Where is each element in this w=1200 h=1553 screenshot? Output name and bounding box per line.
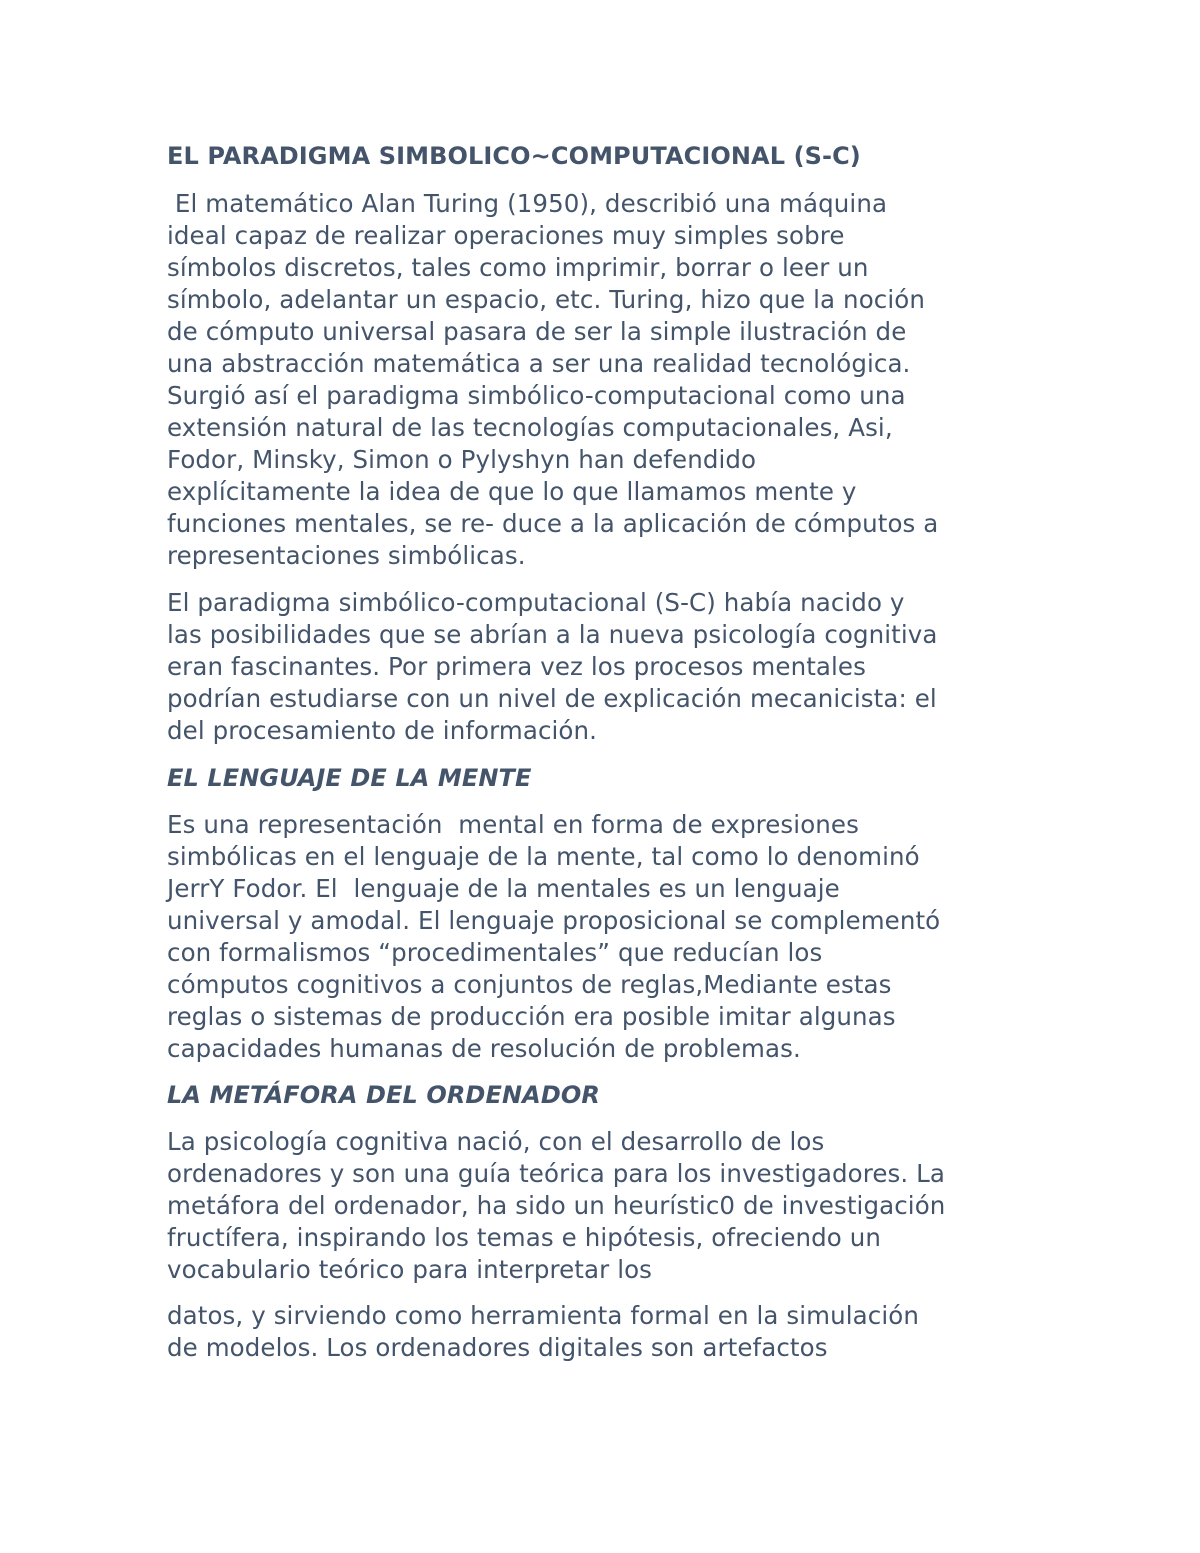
paragraph-line: podrían estudiarse con un nivel de explicación mecanicista: el	[167, 684, 937, 713]
paragraph-line: Es una representación mental en forma de expresiones	[167, 810, 859, 839]
paragraph-line: ideal capaz de realizar operaciones muy simples sobre	[167, 221, 845, 250]
paragraph-line: una abstracción matemática a ser una realidad tecnológica.	[167, 349, 911, 378]
paragraph-line: de modelos. Los ordenadores digitales son artefactos	[167, 1333, 828, 1362]
paragraph-line: Surgió así el paradigma simbólico-computacional como una	[167, 381, 906, 410]
page-title: EL PARADIGMA SIMBOLICO~COMPUTACIONAL (S-C)	[167, 142, 861, 170]
paragraph-line: extensión natural de las tecnologías computacionales, Asi,	[167, 413, 893, 442]
paragraph-line: capacidades humanas de resolución de problemas.	[167, 1034, 801, 1063]
paragraph-line: El matemático Alan Turing (1950), describió una máquina	[167, 189, 888, 218]
paragraph-line: datos, y sirviendo como herramienta formal en la simulación	[167, 1301, 919, 1330]
paragraph-line: universal y amodal. El lenguaje proposicional se complementó	[167, 906, 941, 935]
paragraph-line: fructífera, inspirando los temas e hipótesis, ofreciendo un	[167, 1223, 882, 1252]
paragraph-line: representaciones simbólicas.	[167, 541, 526, 570]
paragraph-line: símbolo, adelantar un espacio, etc. Turing, hizo que la noción	[167, 285, 925, 314]
paragraph-line: del procesamiento de información.	[167, 716, 598, 745]
paragraph-line: La psicología cognitiva nació, con el desarrollo de los	[167, 1127, 825, 1156]
paragraph-line: cómputos cognitivos a conjuntos de reglas,Mediante estas	[167, 970, 892, 999]
paragraph-line: simbólicas en el lenguaje de la mente, tal como lo denominó	[167, 842, 920, 871]
paragraph-line: metáfora del ordenador, ha sido un heurístic0 de investigación	[167, 1191, 946, 1220]
paragraph-line: eran fascinantes. Por primera vez los procesos mentales	[167, 652, 866, 681]
paragraph-line: vocabulario teórico para interpretar los	[167, 1255, 653, 1284]
paragraph-line: las posibilidades que se abrían a la nueva psicología cognitiva	[167, 620, 938, 649]
paragraph-line: JerrY Fodor. El lenguaje de la mentales es un lenguaje	[167, 874, 840, 903]
paragraph-line: El paradigma simbólico-computacional (S-C) había nacido y	[167, 588, 905, 617]
paragraph-line: funciones mentales, se re- duce a la aplicación de cómputos a	[167, 509, 939, 538]
paragraph-line: reglas o sistemas de producción era posible imitar algunas	[167, 1002, 896, 1031]
paragraph-line: de cómputo universal pasara de ser la simple ilustración de	[167, 317, 907, 346]
paragraph-line: explícitamente la idea de que lo que llamamos mente y	[167, 477, 857, 506]
paragraph-line: símbolos discretos, tales como imprimir, borrar o leer un	[167, 253, 869, 282]
paragraph-line: con formalismos “procedimentales” que reducían los	[167, 938, 823, 967]
paragraph-line: Fodor, Minsky, Simon o Pylyshyn han defendido	[167, 445, 757, 474]
paragraph-line: ordenadores y son una guía teórica para los investigadores. La	[167, 1159, 946, 1188]
section-heading-lenguaje: EL LENGUAJE DE LA MENTE	[167, 764, 532, 792]
section-heading-metafora: LA METÁFORA DEL ORDENADOR	[167, 1081, 600, 1109]
